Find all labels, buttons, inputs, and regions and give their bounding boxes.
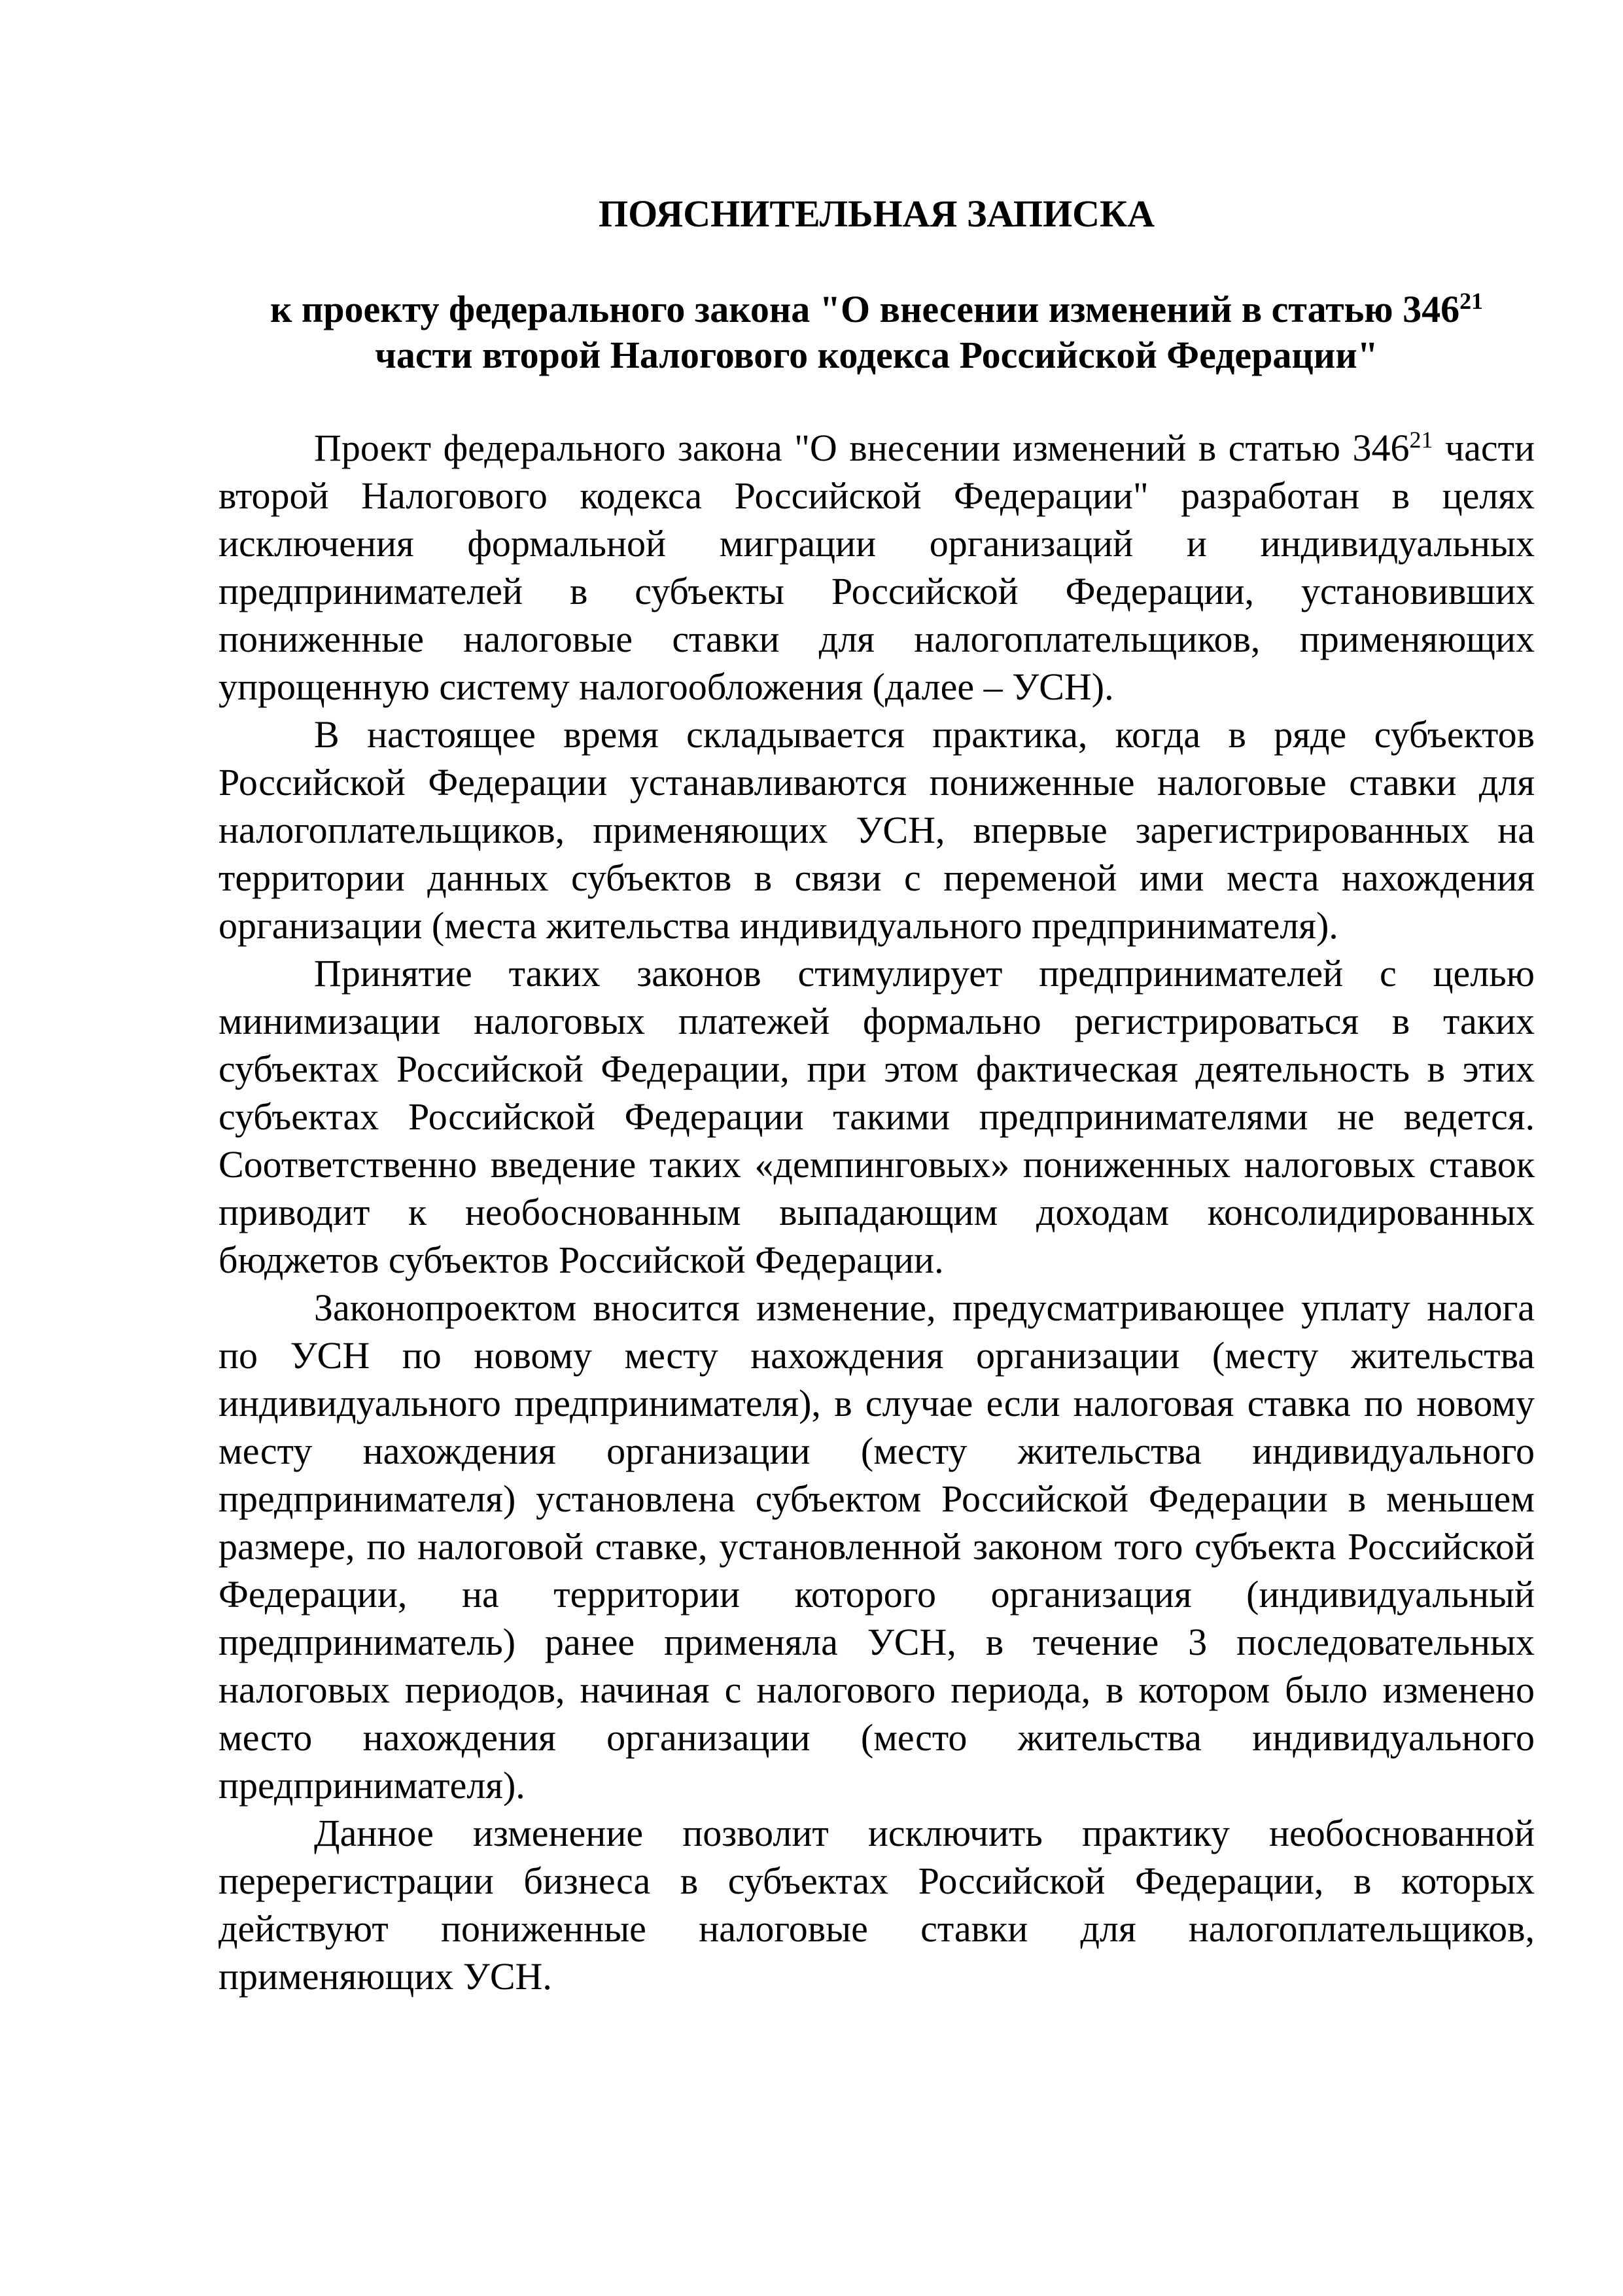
paragraph-5: Данное изменение позволит исключить практику необоснованной перерегистрации бизнеса в субъектах Российской Федерации, в которых действуют пониженные налоговые ставки для налогоплательщиков, применяющих УСН. xyxy=(218,1812,1535,1998)
document-page xyxy=(218,190,1535,2000)
paragraph-1-article-superscript: 21 xyxy=(1409,427,1433,453)
document-body xyxy=(218,424,1535,2000)
subtitle-article-superscript: 21 xyxy=(1459,288,1484,315)
subtitle-line1: к проекту федерального закона "О внесении изменений в статью 346 xyxy=(270,288,1460,330)
document-subtitle xyxy=(218,287,1535,378)
paragraph-4: Законопроектом вносится изменение, предусматривающее уплату налога по УСН по новому месту нахождения организации (месту жительства индивидуального предпринимателя), в случае если налоговая ставка по новому месту нахождения организации (месту жительства индивидуального предпринимателя) установлена субъектом Российской Федерации в меньшем размере, по налоговой ставке, установленной законом того субъекта Российской Федерации, на территории которого организация (индивидуальный предприниматель) ранее применяла УСН, в течение 3 последовательных налоговых периодов, начиная с налогового периода, в котором было изменено место нахождения организации (место жительства индивидуального предпринимателя). xyxy=(218,1286,1535,1807)
paragraph-3: Принятие таких законов стимулирует предпринимателей с целью минимизации налоговых платежей формально регистрироваться в таких субъектах Российской Федерации, при этом фактическая деятельность в этих субъектах Российской Федерации такими предпринимателями не ведется. Соответственно введение таких «демпинговых» пониженных налоговых ставок приводит к необоснованным выпадающим доходам консолидированных бюджетов субъектов Российской Федерации. xyxy=(218,952,1535,1281)
paragraph-1-text-end: части второй Налогового кодекса Российской Федерации" разработан в целях исключения формальной миграции организаций и индивидуальных предпринимателей в субъекты Российской Федерации, установивших пониженные налоговые ставки для налогоплательщиков, применяющих упрощенную систему налогообложения (далее – УСН). xyxy=(218,427,1535,708)
paragraph-1 xyxy=(218,424,1535,711)
paragraph-2: В настоящее время складывается практика, когда в ряде субъектов Российской Федерации устанавливаются пониженные налоговые ставки для налогоплательщиков, применяющих УСН, впервые зарегистрированных на территории данных субъектов в связи с переменой ими места нахождения организации (места жительства индивидуального предпринимателя). xyxy=(218,713,1535,947)
subtitle-line2: части второй Налогового кодекса Российской Федерации" xyxy=(375,334,1378,376)
paragraph-1-text-start: Проект федерального закона "О внесении изменений в статью 346 xyxy=(314,427,1410,469)
document-title: ПОЯСНИТЕЛЬНАЯ ЗАПИСКА xyxy=(598,192,1155,235)
